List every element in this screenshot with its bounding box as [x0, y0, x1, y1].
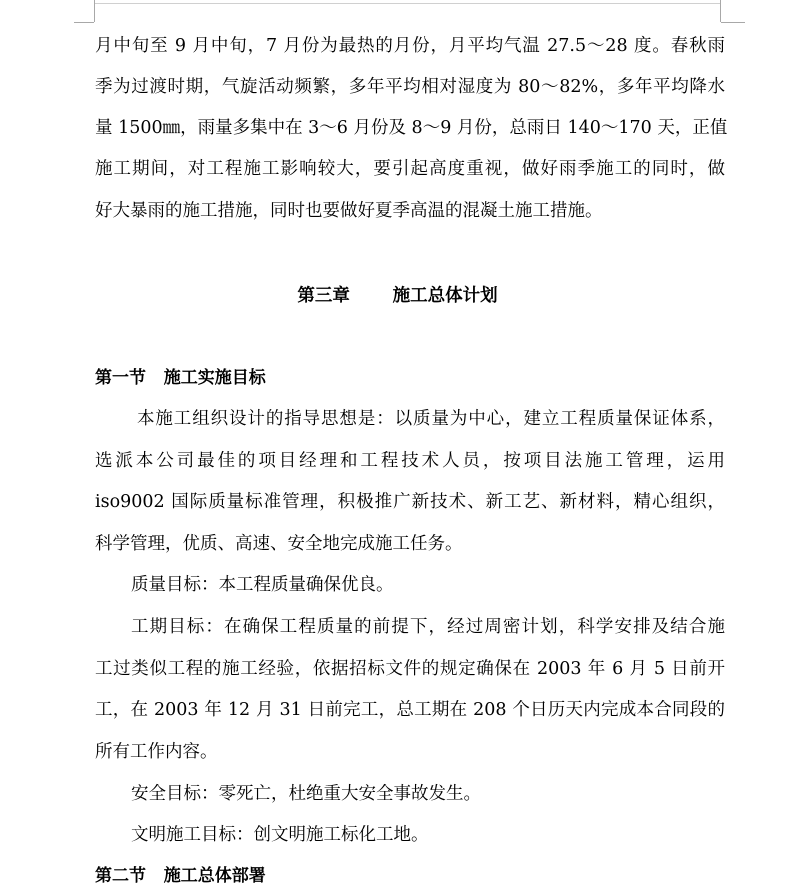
schedule-line-2: 工过类似工程的施工经验，依据招标文件的规定确保在 2003 年 6 月 5 日前开: [95, 659, 725, 679]
crop-mark-left: [94, 0, 95, 22]
section-2-title: 施工总体部署: [163, 866, 266, 886]
chapter-heading: [0, 284, 795, 308]
chapter-number: 第三章: [297, 286, 350, 306]
section-1-number: 第一节: [95, 368, 146, 388]
intro-line-3: 量 1500㎜，雨量多集中在 3～6 月份及 8～9 月份，总雨日 140～170 天，正值: [95, 118, 728, 138]
guiding-line-1: 本施工组织设计的指导思想是：以质量为中心，建立工程质量保证体系，: [137, 409, 725, 429]
quality-goal: 质量目标：本工程质量确保优良。: [131, 575, 394, 595]
intro-line-1: 月中旬至 9 月中旬，7 月份为最热的月份，月平均气温 27.5～28 度。春秋雨: [95, 36, 725, 56]
crop-mark-left-horizontal: [74, 22, 94, 23]
schedule-line-4: 所有工作内容。: [95, 742, 218, 762]
intro-line-2: 季为过渡时期，气旋活动频繁，多年平均相对湿度为 80～82%，多年平均降水: [95, 77, 725, 97]
schedule-line-1: 工期目标：在确保工程质量的前提下，经过周密计划，科学安排及结合施: [131, 617, 725, 637]
crop-mark-right-horizontal: [721, 22, 745, 23]
guiding-line-2: 选派本公司最佳的项目经理和工程技术人员，按项目法施工管理，运用: [95, 451, 725, 471]
intro-line-5: 好大暴雨的施工措施，同时也要做好夏季高温的混凝土施工措施。: [95, 201, 603, 221]
schedule-line-3: 工，在 2003 年 12 月 31 日前完工，总工期在 208 个日历天内完成本合同段的: [95, 700, 725, 720]
safety-goal: 安全目标：零死亡，杜绝重大安全事故发生。: [131, 784, 481, 804]
chapter-title: 施工总体计划: [392, 286, 498, 306]
section-2-heading: [95, 864, 266, 888]
section-1-title: 施工实施目标: [163, 368, 266, 388]
guiding-line-3: iso9002 国际质量标准管理，积极推广新技术、新工艺、新材料，精心组织，: [95, 492, 725, 512]
intro-line-4: 施工期间，对工程施工影响较大，要引起高度重视，做好雨季施工的同时，做: [95, 159, 725, 179]
page-top-edge: [94, 3, 721, 4]
civil-goal: 文明施工目标：创文明施工标化工地。: [131, 825, 429, 845]
guiding-line-4: 科学管理，优质、高速、安全地完成施工任务。: [95, 534, 463, 554]
crop-mark-right: [720, 0, 721, 22]
section-2-number: 第二节: [95, 866, 146, 886]
section-1-heading: [95, 366, 266, 390]
